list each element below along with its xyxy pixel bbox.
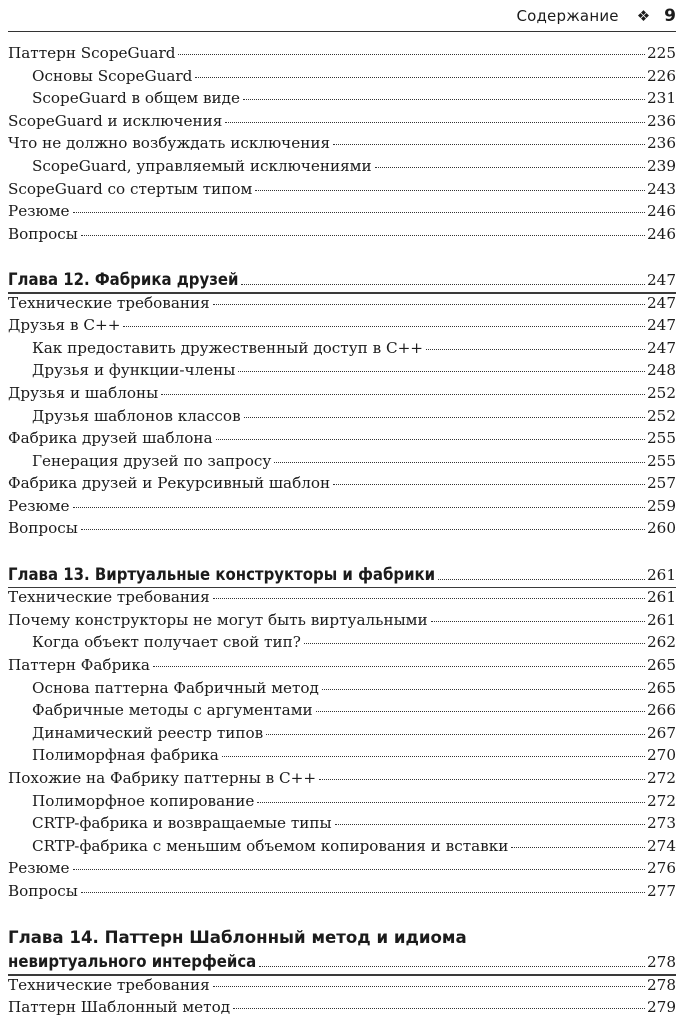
toc-entry[interactable]: [8, 519, 676, 542]
chapter-heading-13[interactable]: [8, 559, 676, 587]
toc-entry-title: Вопросы: [8, 881, 78, 900]
toc-entry-title: ScopeGuard, управляемый исключениями: [32, 156, 372, 175]
leader-dots: [153, 666, 645, 667]
toc-entry-title: Что не должно возбуждать исключения: [8, 134, 331, 153]
toc-entry[interactable]: [8, 384, 676, 407]
toc-entry[interactable]: [8, 157, 676, 180]
toc-entry-page: 236: [647, 111, 676, 130]
toc-entry-title: Друзья и функции-члены: [32, 361, 236, 380]
toc-entry-page: 260: [647, 519, 676, 538]
leader-dots: [81, 529, 645, 530]
leader-dots: [238, 371, 645, 372]
toc-entry-title: Фабричные методы с аргументами: [32, 701, 313, 720]
leader-dots: [316, 711, 645, 712]
toc-entry[interactable]: [8, 611, 676, 634]
toc-entry-title: Паттерн ScopeGuard: [8, 44, 176, 62]
toc-entry-page: 270: [647, 746, 676, 765]
toc-entry[interactable]: [8, 976, 676, 999]
toc-entry-title: Паттерн Фабрика: [8, 656, 150, 675]
leader-dots: [81, 235, 645, 236]
leader-dots: [333, 484, 645, 485]
toc-entry-page: 267: [647, 723, 676, 742]
leader-dots: [233, 1008, 645, 1009]
toc-entry-page: 236: [647, 134, 676, 153]
toc-entry-page: 247: [647, 338, 676, 357]
toc-section-chapter14: [8, 976, 676, 1021]
toc-entry[interactable]: [8, 701, 676, 724]
leader-dots: [213, 304, 645, 305]
toc-entry-title: Похожие на Фабрику паттерны в С++: [8, 769, 317, 787]
toc-entry-title: Фабрика друзей и Рекурсивный шаблон: [8, 474, 331, 493]
toc-entry-title: Друзья в С++: [8, 316, 121, 335]
leader-dots: [426, 349, 645, 350]
leader-dots: [225, 122, 645, 123]
leader-dots: [511, 847, 645, 848]
toc-entry-title: CRTP-фабрика и возвращаемые типы: [32, 814, 332, 833]
leader-dots: [81, 892, 645, 893]
chapter-title-line1: Глава 14. Паттерн Шаблонный метод и идиома: [8, 927, 467, 947]
leader-dots: [213, 598, 645, 599]
toc-entry-title: ScopeGuard в общем виде: [32, 89, 240, 108]
leader-dots: [244, 417, 645, 418]
leader-dots: [213, 986, 645, 987]
toc-entry-page: 265: [647, 656, 676, 675]
toc-entry-page: 252: [647, 383, 676, 402]
toc-entry[interactable]: [8, 998, 676, 1021]
toc-entry-title: Генерация друзей по запросу: [32, 451, 272, 470]
header-page-number: 9: [664, 6, 676, 26]
toc-entry[interactable]: [8, 882, 676, 905]
toc-entry[interactable]: [8, 792, 676, 815]
toc-entry[interactable]: [8, 497, 676, 520]
toc-entry-page: 261: [647, 588, 676, 607]
toc-entry-title: Вопросы: [8, 224, 78, 243]
toc-entry-title: Резюме: [8, 202, 70, 221]
chapter-heading-14[interactable]: [8, 922, 676, 975]
toc-entry-title: Друзья шаблонов классов: [32, 406, 241, 425]
toc-entry[interactable]: [8, 656, 676, 679]
toc-entry[interactable]: [8, 112, 676, 135]
toc-entry-title: Почему конструкторы не могут быть виртуальными: [8, 610, 428, 629]
toc-entry[interactable]: [8, 134, 676, 157]
toc-entry-page: 247: [647, 293, 676, 312]
chapter-title-line2-row: [8, 947, 676, 975]
toc-entry[interactable]: [8, 837, 676, 860]
toc-entry[interactable]: [8, 202, 676, 225]
toc-entry[interactable]: [8, 633, 676, 656]
toc-entry-page: 279: [647, 998, 676, 1017]
toc-entry-title: ScopeGuard со стертым типом: [8, 179, 253, 198]
toc-entry-page: 252: [647, 406, 676, 425]
toc-entry-page: 246: [647, 202, 676, 221]
chapter-title: Глава 12. Фабрика друзей: [8, 270, 239, 290]
toc-entry-title: Паттерн Шаблонный метод: [8, 998, 231, 1017]
toc-entry-page: 255: [647, 451, 676, 470]
leader-dots: [73, 869, 645, 870]
leader-dots: [304, 643, 645, 644]
toc-entry-page: 226: [647, 66, 676, 85]
table-of-contents: [8, 44, 676, 1021]
toc-entry[interactable]: [8, 769, 676, 792]
toc-entry[interactable]: [8, 679, 676, 702]
toc-entry-page: 266: [647, 701, 676, 720]
toc-entry[interactable]: [8, 294, 676, 317]
toc-entry-page: 262: [647, 633, 676, 652]
toc-entry-title: Основа паттерна Фабричный метод: [32, 678, 319, 697]
toc-entry[interactable]: [8, 316, 676, 339]
chapter-page: 247: [647, 271, 676, 290]
leader-dots: [274, 462, 645, 463]
leader-dots: [333, 144, 645, 145]
chapter-title-line2: невиртуального интерфейса: [8, 952, 257, 972]
toc-section-chapter11-tail: [8, 44, 676, 247]
toc-entry[interactable]: [8, 67, 676, 90]
leader-dots: [178, 54, 645, 55]
toc-entry[interactable]: [8, 429, 676, 452]
toc-entry-title: Основы ScopeGuard: [32, 66, 193, 85]
toc-entry[interactable]: [8, 859, 676, 882]
leader-dots: [195, 77, 645, 78]
toc-entry[interactable]: [8, 89, 676, 112]
toc-entry[interactable]: [8, 180, 676, 203]
toc-entry-title: Резюме: [8, 496, 70, 515]
toc-entry-page: 243: [647, 179, 676, 198]
header-ornament-icon: ❖: [636, 7, 651, 25]
toc-entry-title: Полиморфная фабрика: [32, 746, 219, 765]
leader-dots: [266, 734, 645, 735]
leader-dots: [259, 966, 645, 967]
toc-entry-title: Технические требования: [8, 588, 210, 607]
toc-entry-title: Как предоставить дружественный доступ в С++: [32, 338, 424, 357]
toc-section-chapter12: [8, 294, 676, 543]
toc-entry-title: ScopeGuard и исключения: [8, 111, 223, 130]
leader-dots: [222, 756, 645, 757]
toc-entry-page: 255: [647, 429, 676, 448]
leader-dots: [73, 507, 645, 508]
toc-entry-title: Резюме: [8, 859, 70, 878]
toc-entry[interactable]: [8, 814, 676, 837]
toc-entry-page: 272: [647, 791, 676, 810]
toc-entry-page: 261: [647, 610, 676, 629]
leader-dots: [375, 167, 645, 168]
chapter-heading-12[interactable]: [8, 264, 676, 292]
toc-entry[interactable]: [8, 225, 676, 248]
leader-dots: [243, 99, 645, 100]
leader-dots: [319, 779, 645, 780]
leader-dots: [438, 579, 645, 580]
toc-entry-page: 274: [647, 836, 676, 855]
toc-entry-page: 248: [647, 361, 676, 380]
leader-dots: [123, 326, 645, 327]
leader-dots: [73, 212, 645, 213]
toc-entry-title: Друзья и шаблоны: [8, 383, 159, 402]
toc-entry-title: Технические требования: [8, 975, 210, 994]
toc-entry-page: 272: [647, 769, 676, 787]
header-title: Содержание: [516, 7, 619, 25]
toc-entry[interactable]: [8, 474, 676, 497]
toc-entry-page: 225: [647, 44, 676, 62]
toc-entry[interactable]: [8, 44, 676, 67]
toc-entry-page: 231: [647, 89, 676, 108]
toc-entry-title: Динамический реестр типов: [32, 723, 264, 742]
leader-dots: [257, 802, 645, 803]
toc-entry-title: Когда объект получает свой тип?: [32, 633, 301, 652]
toc-entry-page: 277: [647, 881, 676, 900]
toc-entry[interactable]: [8, 452, 676, 475]
leader-dots: [322, 689, 645, 690]
toc-entry-page: 259: [647, 496, 676, 515]
leader-dots: [255, 190, 645, 191]
toc-entry[interactable]: [8, 407, 676, 430]
running-header: [8, 0, 676, 32]
toc-entry-page: 246: [647, 224, 676, 243]
toc-entry-page: 247: [647, 316, 676, 335]
leader-dots: [431, 621, 645, 622]
leader-dots: [161, 394, 645, 395]
leader-dots: [335, 824, 645, 825]
leader-dots: [241, 284, 645, 285]
toc-entry-page: 265: [647, 678, 676, 697]
chapter-page: 278: [647, 953, 676, 972]
toc-entry-title: Вопросы: [8, 519, 78, 538]
toc-entry-page: 273: [647, 814, 676, 833]
toc-entry-page: 239: [647, 156, 676, 175]
toc-entry-page: 257: [647, 474, 676, 493]
leader-dots: [216, 439, 645, 440]
toc-entry[interactable]: [8, 746, 676, 769]
toc-entry-title: Фабрика друзей шаблона: [8, 429, 213, 448]
toc-entry-title: CRTP-фабрика с меньшим объемом копирования и вставки: [32, 836, 509, 855]
chapter-page: 261: [647, 565, 676, 584]
chapter-title: Глава 13. Виртуальные конструкторы и фабрики: [8, 564, 436, 584]
toc-entry-page: 276: [647, 859, 676, 878]
toc-entry[interactable]: [8, 588, 676, 611]
toc-section-chapter13: [8, 588, 676, 904]
toc-entry-title: Полиморфное копирование: [32, 791, 255, 810]
toc-entry-title: Технические требования: [8, 293, 210, 312]
toc-entry[interactable]: [8, 339, 676, 362]
toc-entry[interactable]: [8, 361, 676, 384]
toc-entry[interactable]: [8, 724, 676, 747]
toc-entry-page: 278: [647, 975, 676, 994]
